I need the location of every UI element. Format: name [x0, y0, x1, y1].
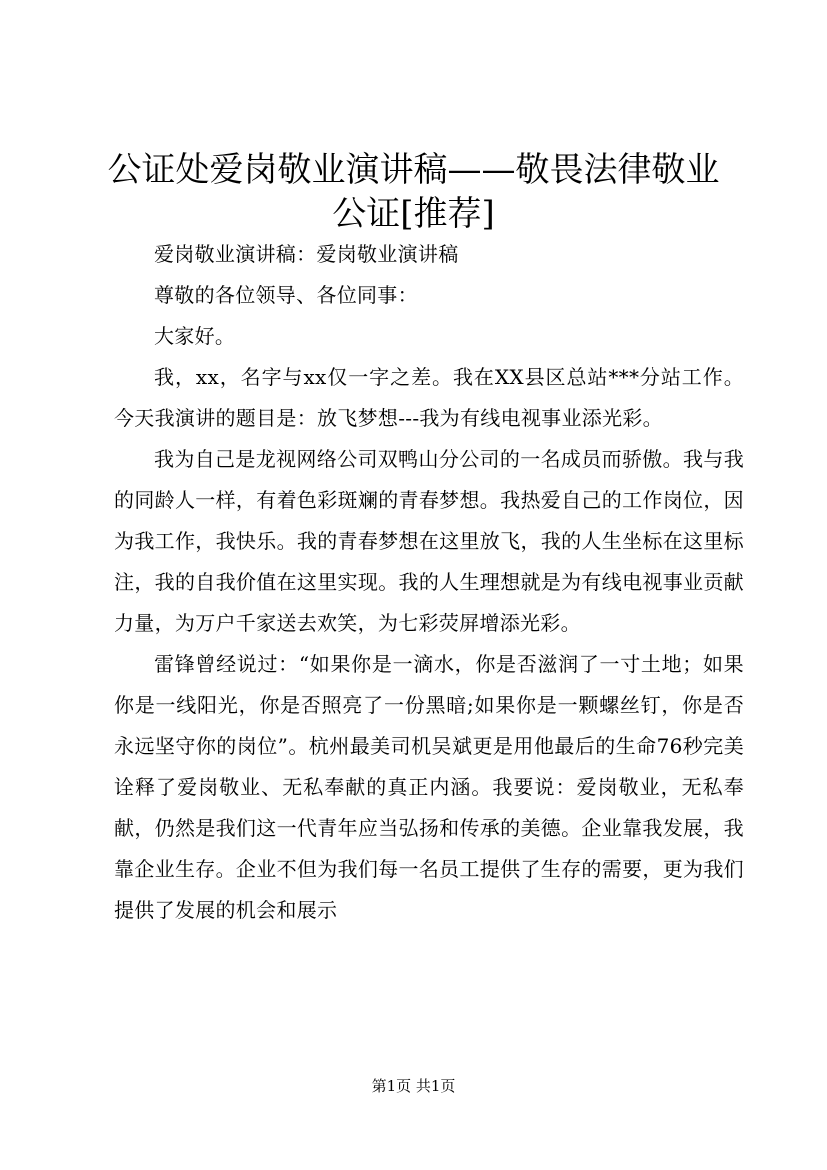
page-number-footer: 第1页 共1页	[371, 1077, 456, 1095]
paragraph-4: 我，xx，名字与xx仅一字之差。我在XX县区总站***分站工作。今天我演讲的题目是：放飞梦想---我为有线电视事业添光彩。	[114, 365, 744, 430]
document-title: 公证处爱岗敬业演讲稿——敬畏法律敬业公证[推荐]	[107, 150, 720, 234]
paragraph-1: 爱岗敬业演讲稿：爱岗敬业演讲稿	[154, 242, 459, 266]
paragraph-3: 大家好。	[154, 324, 236, 348]
paragraph-2: 尊敬的各位领导、各位同事：	[154, 283, 418, 307]
paragraph-5: 我为自己是龙视网络公司双鸭山分公司的一名成员而骄傲。我与我的同龄人一样，有着色彩斑斓的青春梦想。我热爱自己的工作岗位，因为我工作，我快乐。我的青春梦想在这里放飞，我的人生坐标在这里标注，我的自我价值在这里实现。我的人生理想就是为有线电视事业贡献力量，为万户千家送去欢笑，为七彩荧屏增添光彩。	[114, 447, 744, 635]
paragraph-6: 雷锋曾经说过：“如果你是一滴水，你是否滋润了一寸土地；如果你是一线阳光，你是否照亮了一份黑暗;如果你是一颗螺丝钉，你是否永远坚守你的岗位”。杭州最美司机吴斌更是用他最后的生命76秒完美诠释了爱岗敬业、无私奉献的真正内涵。我要说：爱岗敬业，无私奉献，仍然是我们这一代青年应当弘扬和传承的美德。企业靠我发展，我靠企业生存。企业不但为我们每一名员工提供了生存的需要，更为我们提供了发展的机会和展示	[114, 652, 744, 922]
document-body	[114, 234, 744, 931]
